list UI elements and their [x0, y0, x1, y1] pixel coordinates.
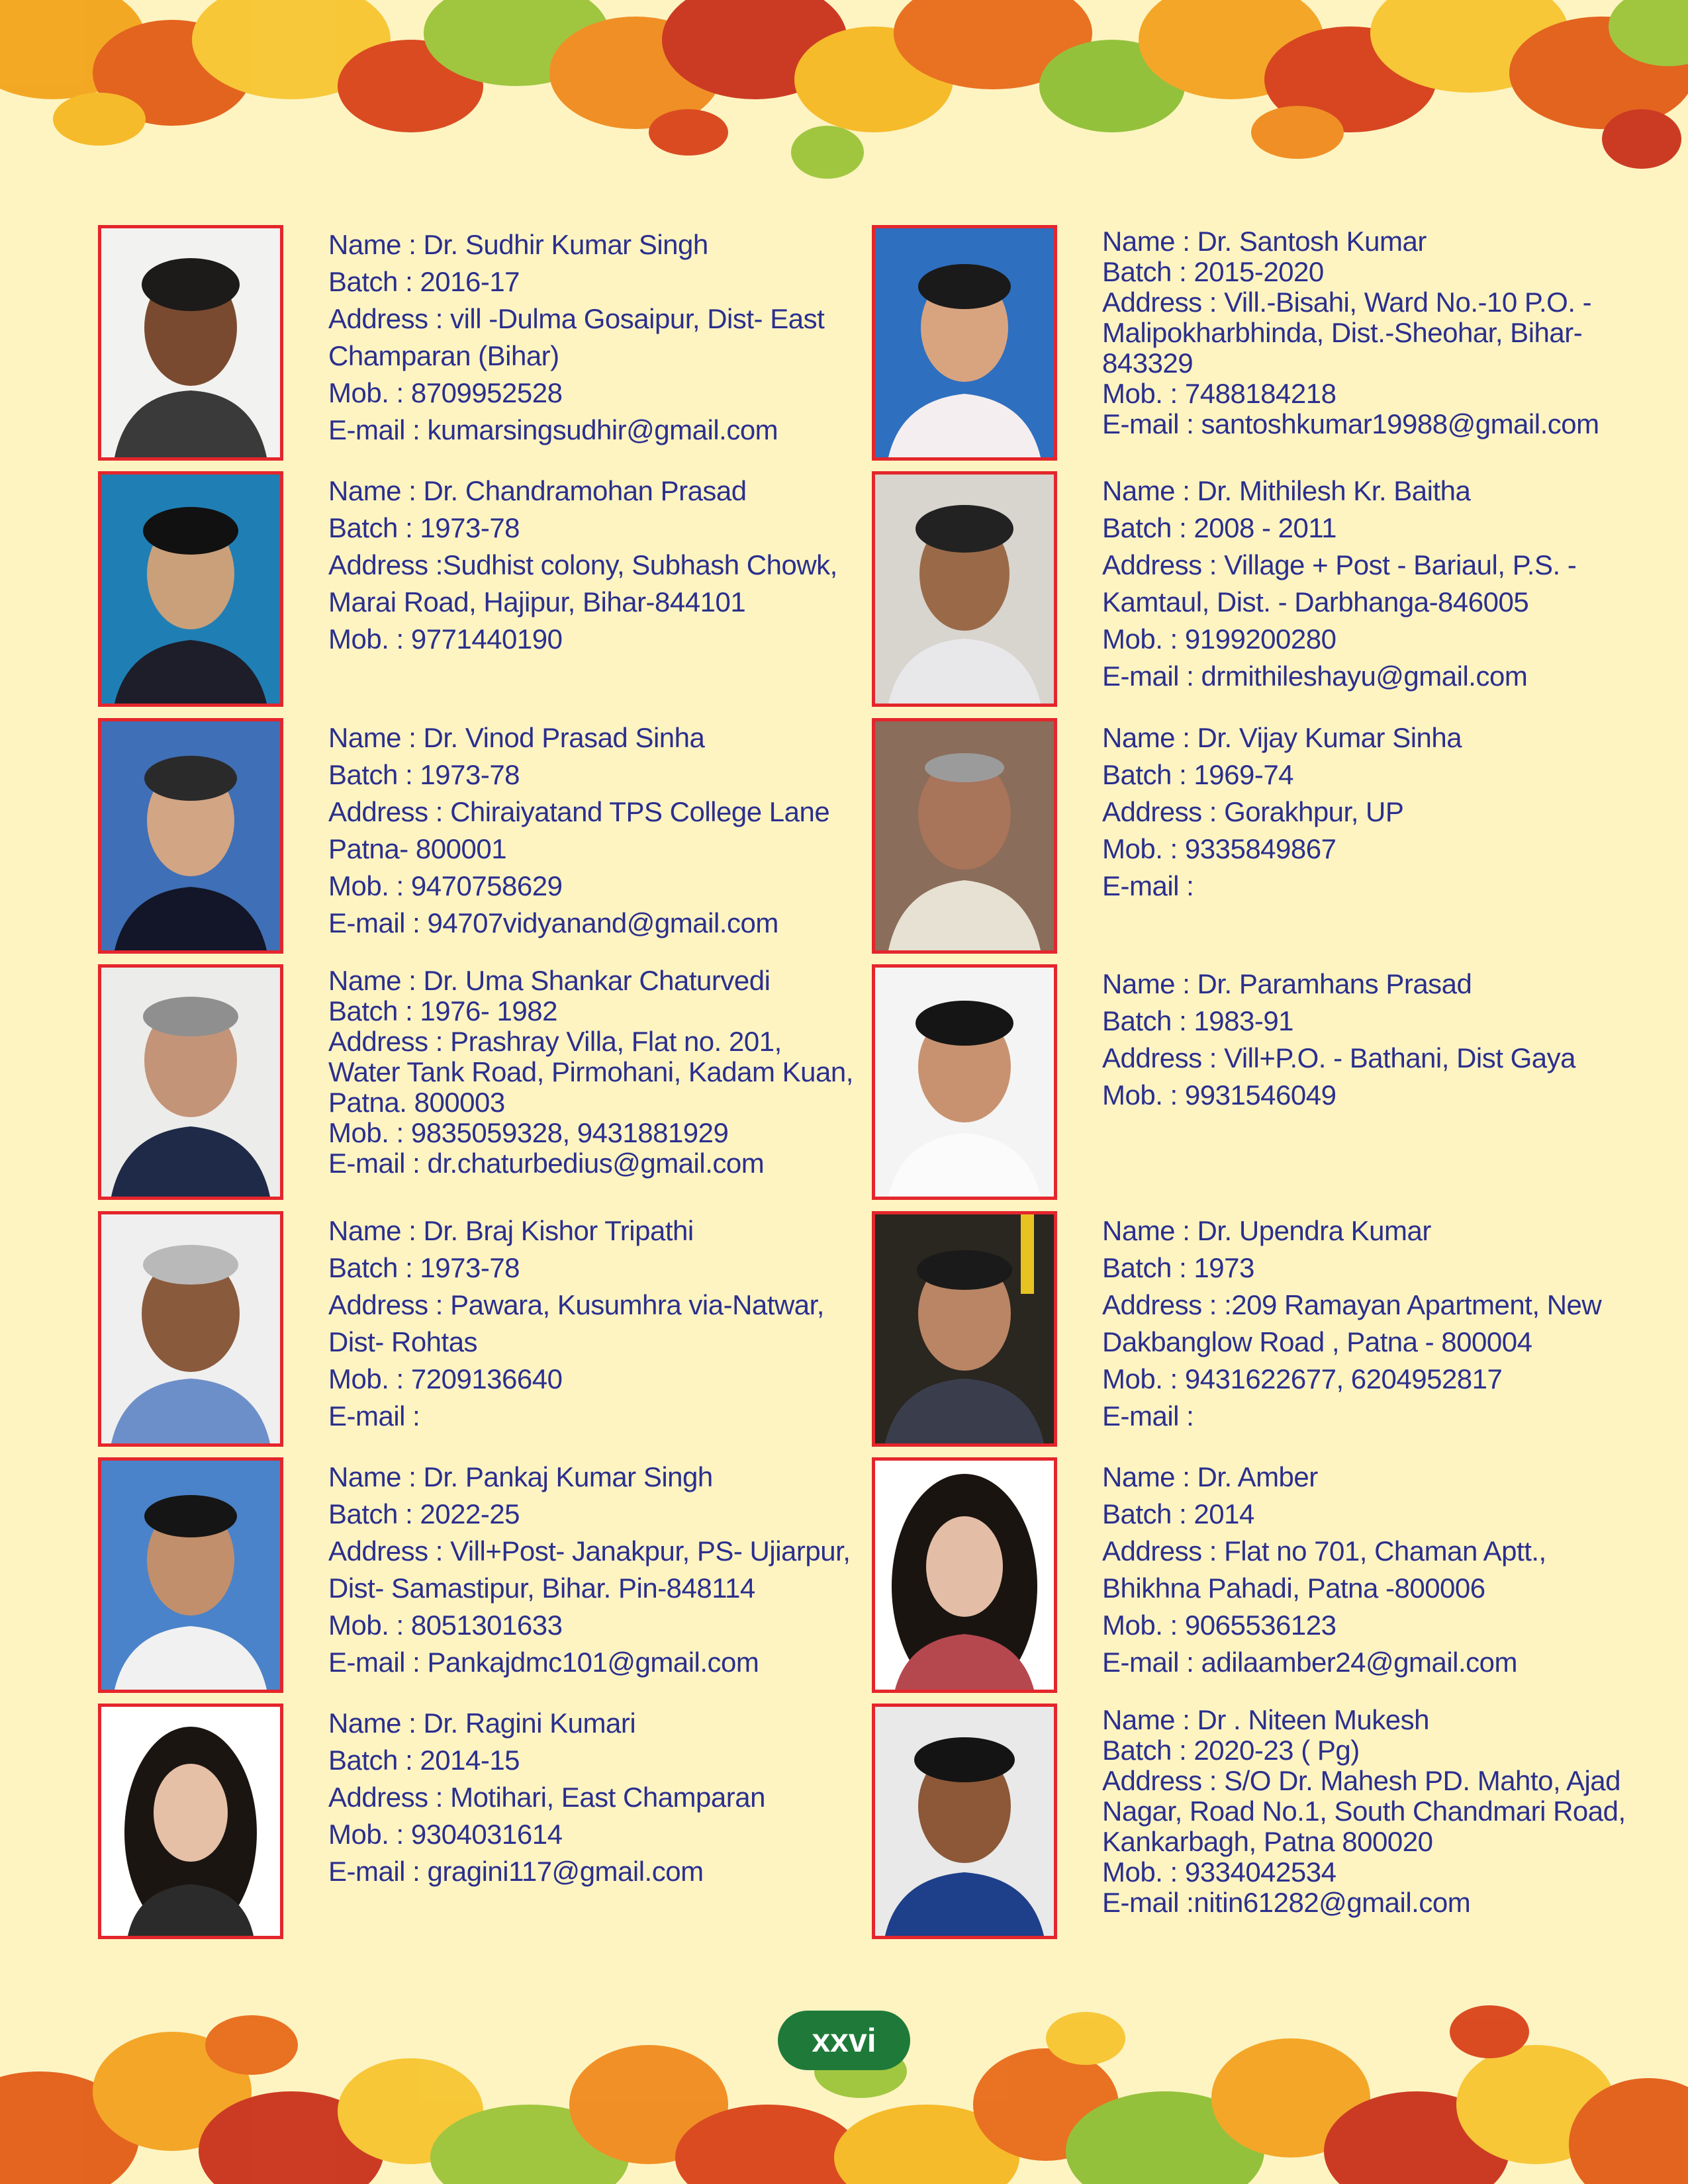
- member-email: E-mail :: [328, 1400, 420, 1432]
- member-entry: [98, 1704, 892, 1939]
- member-address: Address : Gorakhpur, UP: [1102, 796, 1404, 827]
- member-address: Address : Pawara, Kusumhra via-Natwar, Dist- Rohtas: [328, 1289, 824, 1357]
- member-name: Name : Dr. Sudhir Kumar Singh: [328, 229, 708, 260]
- member-batch: Batch : 2022-25: [328, 1498, 520, 1529]
- member-photo: [98, 471, 283, 707]
- member-entry: [98, 471, 892, 707]
- member-batch: Batch : 2020-23 ( Pg): [1102, 1735, 1360, 1766]
- member-entry: [872, 964, 1666, 1200]
- member-photo: [98, 718, 283, 954]
- member-mobile: Mob. : 8709952528: [328, 377, 563, 408]
- member-batch: Batch : 1969-74: [1102, 759, 1294, 790]
- member-address: Address : Flat no 701, Chaman Aptt., Bhikhna Pahadi, Patna -800006: [1102, 1535, 1546, 1604]
- member-email: E-mail : gragini117@gmail.com: [328, 1856, 704, 1887]
- member-name: Name : Dr. Vijay Kumar Sinha: [1102, 722, 1462, 753]
- member-details: [328, 719, 858, 942]
- member-photo: [98, 1457, 283, 1693]
- member-photo: [872, 1704, 1057, 1939]
- member-mobile: Mob. : 9065536123: [1102, 1610, 1336, 1641]
- member-address: Address : S/O Dr. Mahesh PD. Mahto, Ajad Nagar, Road No.1, South Chandmari Road, Kankarbagh, Patna 800020: [1102, 1765, 1626, 1857]
- member-name: Name : Dr. Amber: [1102, 1461, 1318, 1492]
- member-mobile: Mob. : 9199200280: [1102, 623, 1336, 655]
- member-entry: [872, 718, 1666, 954]
- member-batch: Batch : 2008 - 2011: [1102, 512, 1336, 543]
- member-name: Name : Dr. Upendra Kumar: [1102, 1215, 1431, 1246]
- member-batch: Batch : 1973: [1102, 1252, 1254, 1283]
- member-details: [328, 1459, 858, 1681]
- member-name: Name : Dr. Ragini Kumari: [328, 1707, 636, 1739]
- member-photo: [872, 225, 1057, 461]
- member-mobile: Mob. : 9431622677, 6204952817: [1102, 1363, 1503, 1394]
- member-address: Address : Motihari, East Champaran: [328, 1782, 765, 1813]
- member-batch: Batch : 2014: [1102, 1498, 1254, 1529]
- member-address: Address : Vill.-Bisahi, Ward No.-10 P.O. -Malipokharbhinda, Dist.-Sheohar, Bihar-843329: [1102, 287, 1592, 379]
- member-mobile: Mob. : 9304031614: [328, 1819, 563, 1850]
- member-mobile: Mob. : 9334042534: [1102, 1856, 1336, 1888]
- member-details: [1102, 1459, 1632, 1681]
- member-photo: [872, 1211, 1057, 1447]
- member-details: [328, 1705, 858, 1890]
- member-address: Address : :209 Ramayan Apartment, New Dakbanglow Road , Patna - 800004: [1102, 1289, 1602, 1357]
- member-batch: Batch : 1983-91: [1102, 1005, 1294, 1036]
- member-details: [1102, 719, 1632, 905]
- member-photo: [872, 1457, 1057, 1693]
- member-email: E-mail :nitin61282@gmail.com: [1102, 1887, 1471, 1918]
- member-entry: [872, 471, 1666, 707]
- member-entry: [872, 1457, 1666, 1693]
- member-email: E-mail : 94707vidyanand@gmail.com: [328, 907, 778, 938]
- member-details: [328, 473, 858, 658]
- member-address: Address : Vill+P.O. - Bathani, Dist Gaya: [1102, 1042, 1575, 1073]
- member-name: Name : Dr. Santosh Kumar: [1102, 226, 1427, 257]
- member-mobile: Mob. : 9470758629: [328, 870, 563, 901]
- member-name: Name : Dr. Paramhans Prasad: [1102, 968, 1472, 999]
- member-details: [1102, 1212, 1632, 1435]
- member-batch: Batch : 2016-17: [328, 266, 520, 297]
- member-mobile: Mob. : 8051301633: [328, 1610, 563, 1641]
- member-entry: [98, 1457, 892, 1693]
- page-number-badge: xxvi: [778, 2011, 910, 2070]
- member-name: Name : Dr. Vinod Prasad Sinha: [328, 722, 705, 753]
- member-address: Address : vill -Dulma Gosaipur, Dist- East Champaran (Bihar): [328, 303, 825, 371]
- member-details: [1102, 473, 1632, 695]
- member-entry: [98, 964, 892, 1200]
- member-batch: Batch : 1976- 1982: [328, 995, 557, 1026]
- member-batch: Batch : 1973-78: [328, 1252, 520, 1283]
- member-details: [328, 1212, 858, 1435]
- member-email: E-mail : adilaamber24@gmail.com: [1102, 1647, 1518, 1678]
- member-name: Name : Dr. Mithilesh Kr. Baitha: [1102, 475, 1471, 506]
- member-entry: [872, 1704, 1666, 1939]
- member-name: Name : Dr. Pankaj Kumar Singh: [328, 1461, 713, 1492]
- member-name: Name : Dr. Braj Kishor Tripathi: [328, 1215, 694, 1246]
- member-entry: [98, 718, 892, 954]
- member-email: E-mail : dr.chaturbedius@gmail.com: [328, 1148, 765, 1179]
- member-photo: [98, 964, 283, 1200]
- member-mobile: Mob. : 7488184218: [1102, 378, 1336, 409]
- member-mobile: Mob. : 9771440190: [328, 623, 563, 655]
- member-photo: [872, 964, 1057, 1200]
- member-email: E-mail : drmithileshayu@gmail.com: [1102, 660, 1528, 692]
- member-email: E-mail : Pankajdmc101@gmail.com: [328, 1647, 759, 1678]
- member-photo: [98, 1211, 283, 1447]
- member-entry: [872, 1211, 1666, 1447]
- member-entry: [98, 1211, 892, 1447]
- member-email: E-mail : kumarsingsudhir@gmail.com: [328, 414, 778, 445]
- member-entry: [872, 225, 1666, 461]
- member-batch: Batch : 2014-15: [328, 1745, 520, 1776]
- member-name: Name : Dr. Uma Shankar Chaturvedi: [328, 965, 771, 996]
- member-email: E-mail :: [1102, 1400, 1194, 1432]
- member-mobile: Mob. : 9335849867: [1102, 833, 1336, 864]
- member-details: [1102, 226, 1632, 439]
- member-address: Address : Vill+Post- Janakpur, PS- Ujiarpur, Dist- Samastipur, Bihar. Pin-848114: [328, 1535, 851, 1604]
- member-photo: [872, 471, 1057, 707]
- member-details: [328, 966, 858, 1179]
- member-photo: [872, 718, 1057, 954]
- member-address: Address : Prashray Villa, Flat no. 201, Water Tank Road, Pirmohani, Kadam Kuan, Patna. 800003: [328, 1026, 853, 1118]
- member-details: [1102, 1705, 1632, 1918]
- member-mobile: Mob. : 9835059328, 9431881929: [328, 1117, 729, 1148]
- member-address: Address : Village + Post - Bariaul, P.S. - Kamtaul, Dist. - Darbhanga-846005: [1102, 549, 1577, 617]
- member-batch: Batch : 2015-2020: [1102, 256, 1324, 287]
- member-address: Address :Sudhist colony, Subhash Chowk, Marai Road, Hajipur, Bihar-844101: [328, 549, 837, 617]
- member-address: Address : Chiraiyatand TPS College Lane Patna- 800001: [328, 796, 830, 864]
- member-mobile: Mob. : 9931546049: [1102, 1079, 1336, 1111]
- member-details: [1102, 966, 1632, 1114]
- member-entry: [98, 225, 892, 461]
- member-batch: Batch : 1973-78: [328, 759, 520, 790]
- member-photo: [98, 1704, 283, 1939]
- member-details: [328, 226, 858, 449]
- member-batch: Batch : 1973-78: [328, 512, 520, 543]
- member-photo: [98, 225, 283, 461]
- member-email: E-mail : santoshkumar19988@gmail.com: [1102, 408, 1599, 439]
- member-name: Name : Dr . Niteen Mukesh: [1102, 1704, 1430, 1735]
- member-mobile: Mob. : 7209136640: [328, 1363, 563, 1394]
- member-name: Name : Dr. Chandramohan Prasad: [328, 475, 747, 506]
- member-email: E-mail :: [1102, 870, 1194, 901]
